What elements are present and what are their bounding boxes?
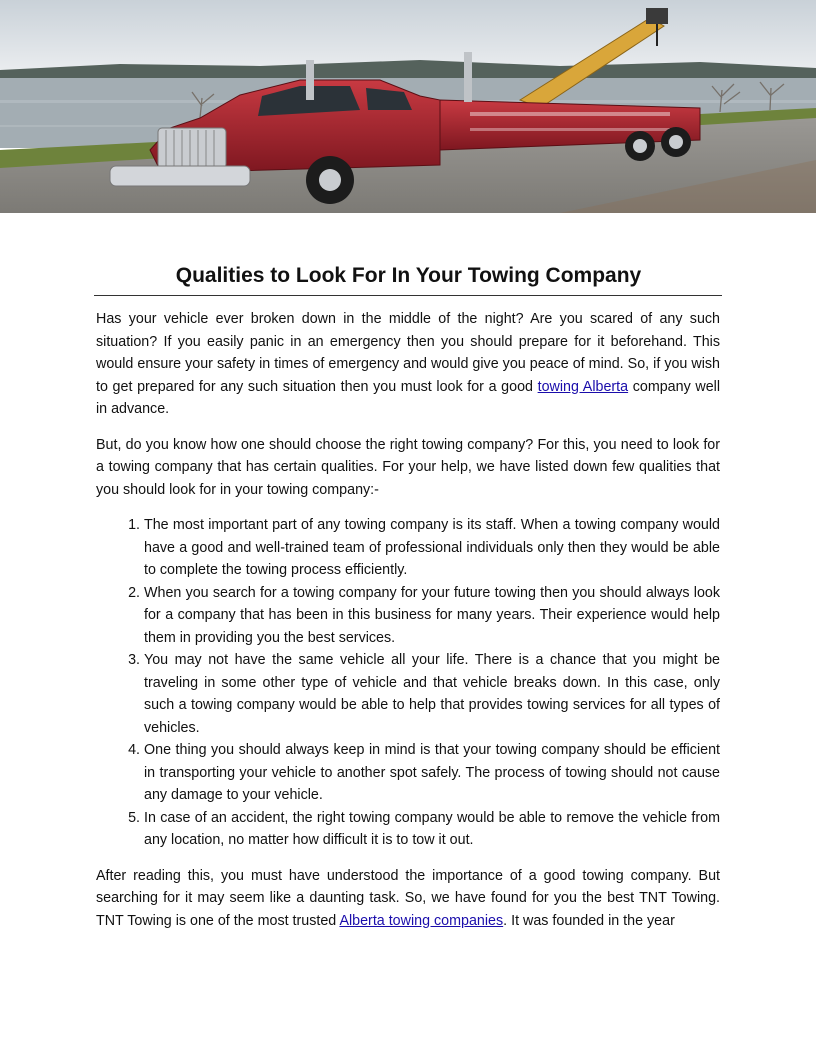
qualities-list xyxy=(96,514,720,852)
list-item: 3. You may not have the same vehicle all your life. There is a chance that you might be traveling in some other type of vehicle and that vehicle breaks down. In this case, only such a towing company would be able to help that provides towing services for all types of vehicles. xyxy=(144,649,720,739)
list-item: 2. When you search for a towing company for your future towing then you should always look for a company that has been in this business for many years. Their experience would help them in providing you the best services. xyxy=(144,582,720,650)
grille xyxy=(158,128,226,168)
hero-image xyxy=(0,0,816,213)
list-item: 5. In case of an accident, the right towing company would be able to remove the vehicle from any location, no matter how difficult it is to tow it out. xyxy=(144,807,720,852)
title-divider xyxy=(94,295,722,296)
bumper xyxy=(110,166,250,186)
closing-paragraph: After reading this, you must have understood the importance of a good towing company. But searching for it may seem like a daunting task. So, we have found for you the best TNT Towing. TNT Towing is one of the most trusted Alberta towing companies. It was founded in the year xyxy=(96,867,720,929)
page-title: Qualities to Look For In Your Towing Company xyxy=(175,264,642,287)
list-item: 4. One thing you should always keep in mind is that your towing company should be efficient in transporting your vehicle to another spot safely. The process of towing should not cause any damage to your vehicle. xyxy=(144,739,720,807)
article-body xyxy=(96,308,720,945)
towing-alberta-link[interactable]: towing Alberta xyxy=(537,378,629,395)
list-item: 1. The most important part of any towing company is its staff. When a towing company would have a good and well-trained team of professional individuals only then they would be able to complete the towing process efficiently. xyxy=(144,514,720,582)
alberta-towing-companies-link[interactable]: Alberta towing companies xyxy=(339,912,504,929)
selection-paragraph: But, do you know how one should choose the right towing company? For this, you need to look for a towing company that has certain qualities. For your help, we have listed down few qualities that you should look for in your towing company:- xyxy=(96,436,720,498)
intro-paragraph: Has your vehicle ever broken down in the middle of the night? Are you scared of any such situation? If you easily panic in an emergency then you should prepare for it beforehand. This would ensure your safety in times of emergency and would give you peace of mind. So, if you wish to get prepared for any such situation then you must look for a good towing Alberta company well in advance. xyxy=(96,311,720,417)
